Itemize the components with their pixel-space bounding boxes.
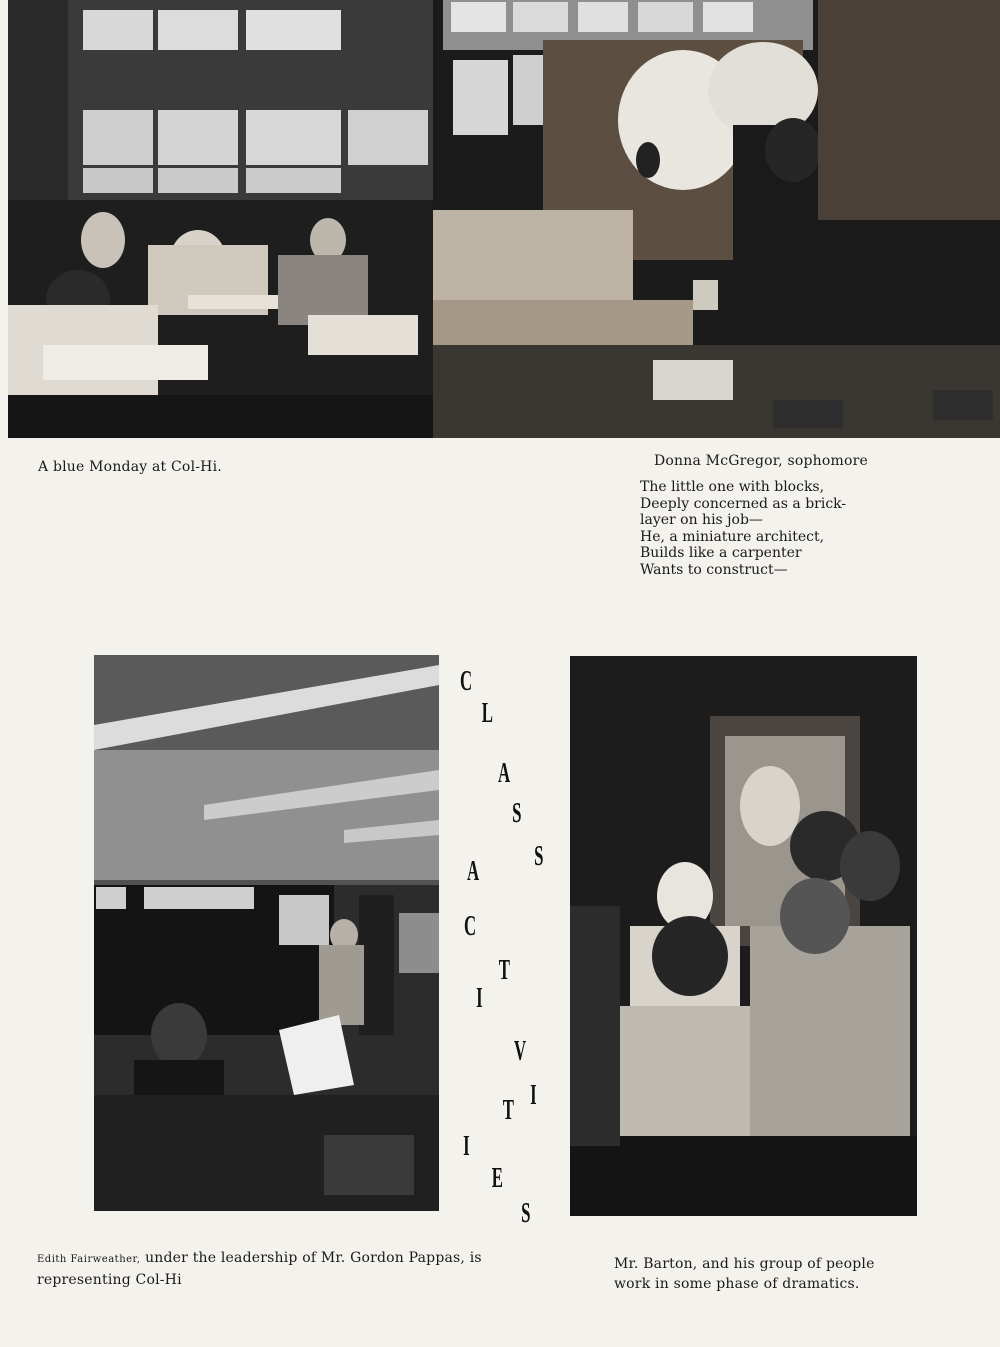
caption-music-text-line2: representing Col-Hi	[37, 1272, 182, 1288]
title-letter: S	[521, 1198, 531, 1229]
caption-classroom: A blue Monday at Col-Hi.	[38, 459, 222, 475]
caption-drama-line2: work in some phase of dramatics.	[614, 1276, 860, 1292]
poem-line: The little one with blocks,	[640, 479, 825, 495]
poem-line: layer on his job—	[640, 512, 763, 528]
caption-music-text: under the leadership of Mr. Gordon Pappas, is	[145, 1250, 482, 1266]
poem-line: Builds like a carpenter	[640, 545, 802, 561]
photo-drama-group	[570, 656, 917, 1216]
poem-line: Wants to construct—	[640, 561, 788, 578]
caption-art-title: Donna McGregor, sophomore	[654, 453, 868, 469]
title-letter: E	[491, 1163, 503, 1194]
poem-line: Deeply concerned as a brick-	[640, 495, 847, 512]
title-letter: A	[467, 856, 480, 887]
title-letter: A	[498, 758, 511, 789]
caption-drama-line1: Mr. Barton, and his group of people	[614, 1256, 875, 1272]
title-letter: I	[476, 983, 483, 1014]
title-letter: V	[514, 1036, 527, 1067]
title-letter: I	[463, 1131, 470, 1162]
title-letter: I	[530, 1080, 537, 1111]
title-letter: L	[481, 698, 493, 729]
photo-classroom	[8, 0, 433, 438]
title-letter: T	[498, 955, 510, 986]
poem	[640, 479, 846, 578]
title-letter: C	[460, 666, 473, 697]
title-letter: T	[502, 1095, 514, 1126]
caption-music	[37, 1248, 557, 1290]
photo-music-room	[94, 655, 439, 1211]
title-letter: S	[534, 841, 544, 872]
caption-music-name: Edith Fairweather,	[37, 1254, 141, 1265]
poem-line: He, a miniature architect,	[640, 528, 825, 545]
title-letter: C	[464, 911, 477, 942]
photo-art-room	[433, 0, 1000, 438]
caption-drama	[614, 1254, 914, 1294]
title-letter: S	[512, 798, 522, 829]
